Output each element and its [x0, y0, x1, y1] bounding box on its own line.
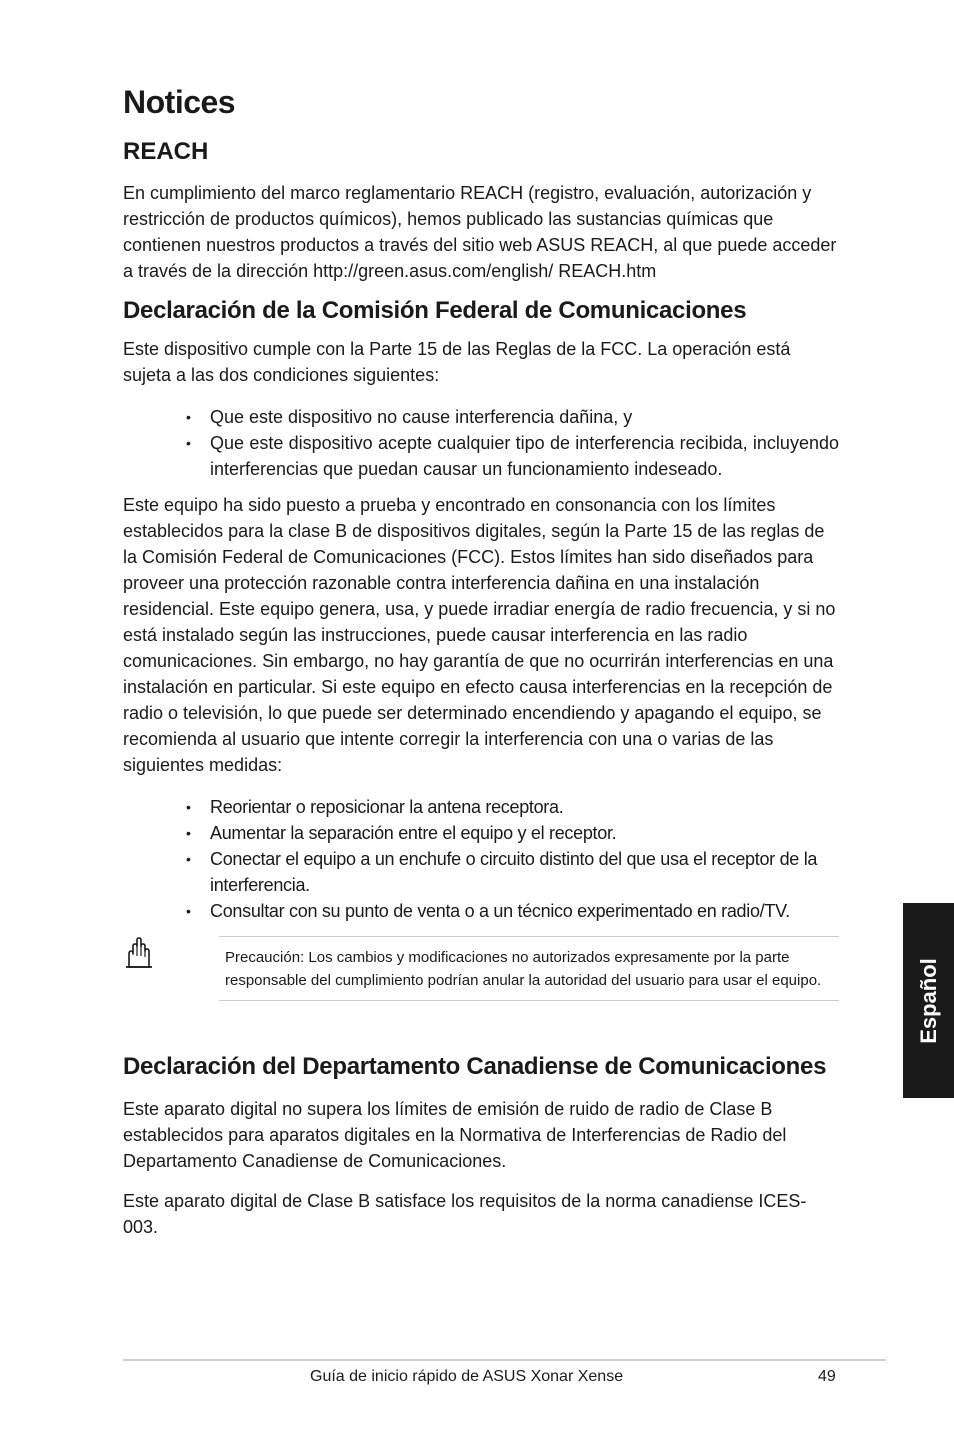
list-item: • Que este dispositivo no cause interferencia dañina, y	[210, 404, 839, 430]
fcc-intro: Este dispositivo cumple con la Parte 15 de las Reglas de la FCC. La operación está sujeta a las dos condiciones siguientes:	[123, 339, 791, 385]
fcc-conditions-list	[123, 404, 839, 482]
list-item: • Que este dispositivo acepte cualquier tipo de interferencia recibida, incluyendo interferencias que puedan causar un funcionamiento indeseado.	[210, 430, 839, 482]
caution-text: Precaución: Los cambios y modificaciones no autorizados expresamente por la parte responsable del cumplimiento podrían anular la autoridad del usuario para usar el equipo.	[219, 936, 839, 1001]
language-label: Español	[915, 957, 941, 1044]
footer-title: Guía de inicio rápido de ASUS Xonar Xense	[310, 1368, 624, 1385]
fcc-heading: Declaración de la Comisión Federal de Comunicaciones	[123, 297, 747, 324]
list-item: • Reorientar o reposicionar la antena receptora.	[210, 794, 839, 820]
page-number: 49	[818, 1368, 836, 1385]
language-side-tab	[903, 903, 954, 1098]
list-item: • Aumentar la separación entre el equipo y el receptor.	[210, 820, 839, 846]
caution-note	[123, 936, 839, 1024]
list-item: • Consultar con su punto de venta o a un técnico experimentado en radio/TV.	[210, 898, 839, 924]
canada-body-1: Este aparato digital no supera los límites de emisión de ruido de radio de Clase B establecidos para aparatos digitales en la Normativa de Interferencias de Radio del Departamento Canadiense de Comunicaciones.	[123, 1099, 787, 1171]
reach-body: En cumplimiento del marco reglamentario REACH (registro, evaluación, autorización y restricción de productos químicos), hemos publicado las sustancias químicas que contienen nuestros productos a través del sitio web ASUS REACH, al que puede acceder a través de la dirección http://green.asus.com/english/ REACH.htm	[123, 183, 837, 281]
reach-heading: REACH	[123, 138, 209, 165]
fcc-measures-list	[123, 794, 839, 924]
fcc-body: Este equipo ha sido puesto a prueba y encontrado en consonancia con los límites establecidos para la clase B de dispositivos digitales, según la Parte 15 de las reglas de la Comisión Federal de Comunicaciones (FCC). Estos límites han sido diseñados para proveer una protección razonable contra interferencia dañina en una instalación residencial. Este equipo genera, usa, y puede irradiar energía de radio frecuencia, y si no está instalado según las instrucciones, puede causar interferencia en las radio comunicaciones. Sin embargo, no hay garantía de que no ocurrirán interferencias en una instalación en particular. Si este equipo en efecto causa interferencias en la recepción de radio o televisión, lo que puede ser determinado encendiendo y apagando el equipo, se recomienda al usuario que intente corregir la interferencia con una o varias de las siguientes medidas:	[123, 495, 836, 775]
page-title: Notices	[123, 84, 236, 120]
page-content	[123, 82, 839, 1248]
list-item: • Conectar el equipo a un enchufe o circuito distinto del que usa el receptor de la interferencia.	[210, 846, 839, 898]
canada-body-2: Este aparato digital de Clase B satisface los requisitos de la norma canadiense ICES-003.	[123, 1191, 807, 1237]
footer-divider	[123, 1359, 886, 1361]
canada-heading: Declaración del Departamento Canadiense de Comunicaciones	[123, 1053, 827, 1080]
caution-hand-icon	[123, 936, 155, 970]
